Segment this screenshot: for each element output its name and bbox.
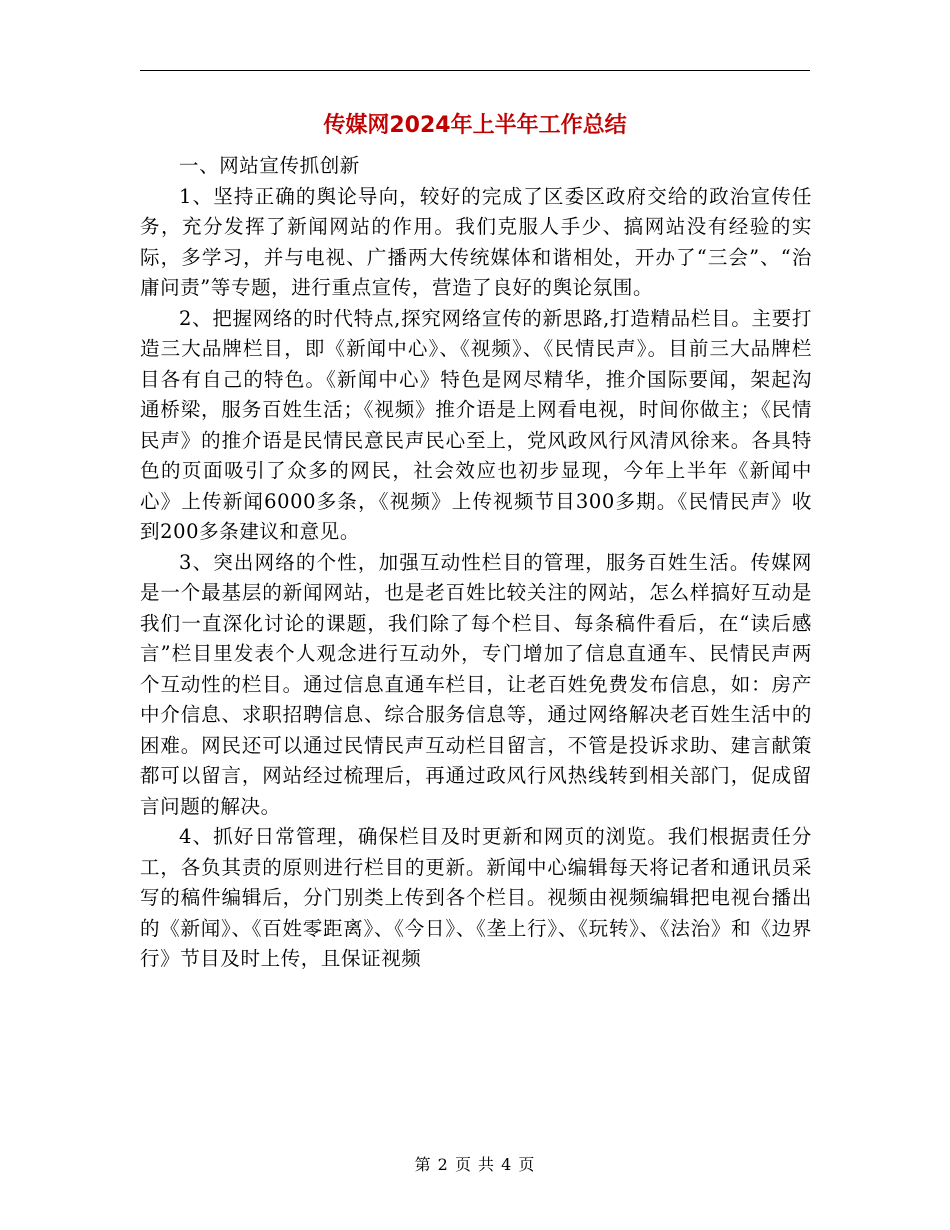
paragraph-1: 1、坚持正确的舆论导向，较好的完成了区委区政府交给的政治宣传任务，充分发挥了新闻网站的作用。我们克服人手少、搞网站没有经验的实际，多学习，并与电视、广播两大传统媒体和谐相处，开办了“三会”、“治庸问责”等专题，进行重点宣传，营造了良好的舆论氛围。 [140, 184, 812, 299]
page-footer: 第 2 页 共 4 页 [414, 1155, 536, 1174]
section-heading: 一、网站宣传抓创新 [179, 154, 360, 177]
header-rule [140, 70, 810, 71]
paragraph-3: 3、突出网络的个性，加强互动性栏目的管理，服务百姓生活。传媒网是一个最基层的新闻网站，也是老百姓比较关注的网站，怎么样搞好互动是我们一直深化讨论的课题，我们除了每个栏目、每条稿件看后，在“读后感言”栏目里发表个人观念进行互动外，专门增加了信息直通车、民情民声两个互动性的栏目。通过信息直通车栏目，让老百姓免费发布信息，如：房产中介信息、求职招聘信息、综合服务信息等，通过网络解决老百姓生活中的困难。网民还可以通过民情民声互动栏目留言，不管是投诉求助、建言献策都可以留言，网站经过梳理后，再通过政风行风热线转到相关部门，促成留言问题的解决。 [140, 550, 812, 818]
document-title: 传媒网2024年上半年工作总结 [323, 113, 627, 138]
paragraph-4: 4、抓好日常管理，确保栏目及时更新和网页的浏览。我们根据责任分工，各负其责的原则进行栏目的更新。新闻中心编辑每天将记者和通讯员采写的稿件编辑后，分门别类上传到各个栏目。视频由视频编辑把电视台播出的《新闻》、《百姓零距离》、《今日》、《垄上行》、《玩转》、《法治》和《边界行》节目及时上传，且保证视频 [140, 825, 812, 970]
paragraph-2: 2、把握网络的时代特点,探究网络宣传的新思路,打造精品栏目。主要打造三大品牌栏目，即《新闻中心》、《视频》、《民情民声》。目前三大品牌栏目各有自己的特色。《新闻中心》特色是网尽精华，推介国际要闻，架起沟通桥梁，服务百姓生活；《视频》推介语是上网看电视，时间你做主；《民情民声》的推介语是民情民意民声民心至上，党风政风行风清风徐来。各具特色的页面吸引了众多的网民，社会效应也初步显现，今年上半年《新闻中心》上传新闻6000多条，《视频》上传视频节目300多期。《民情民声》收到200多条建议和意见。 [140, 306, 812, 543]
document-body [140, 151, 812, 975]
